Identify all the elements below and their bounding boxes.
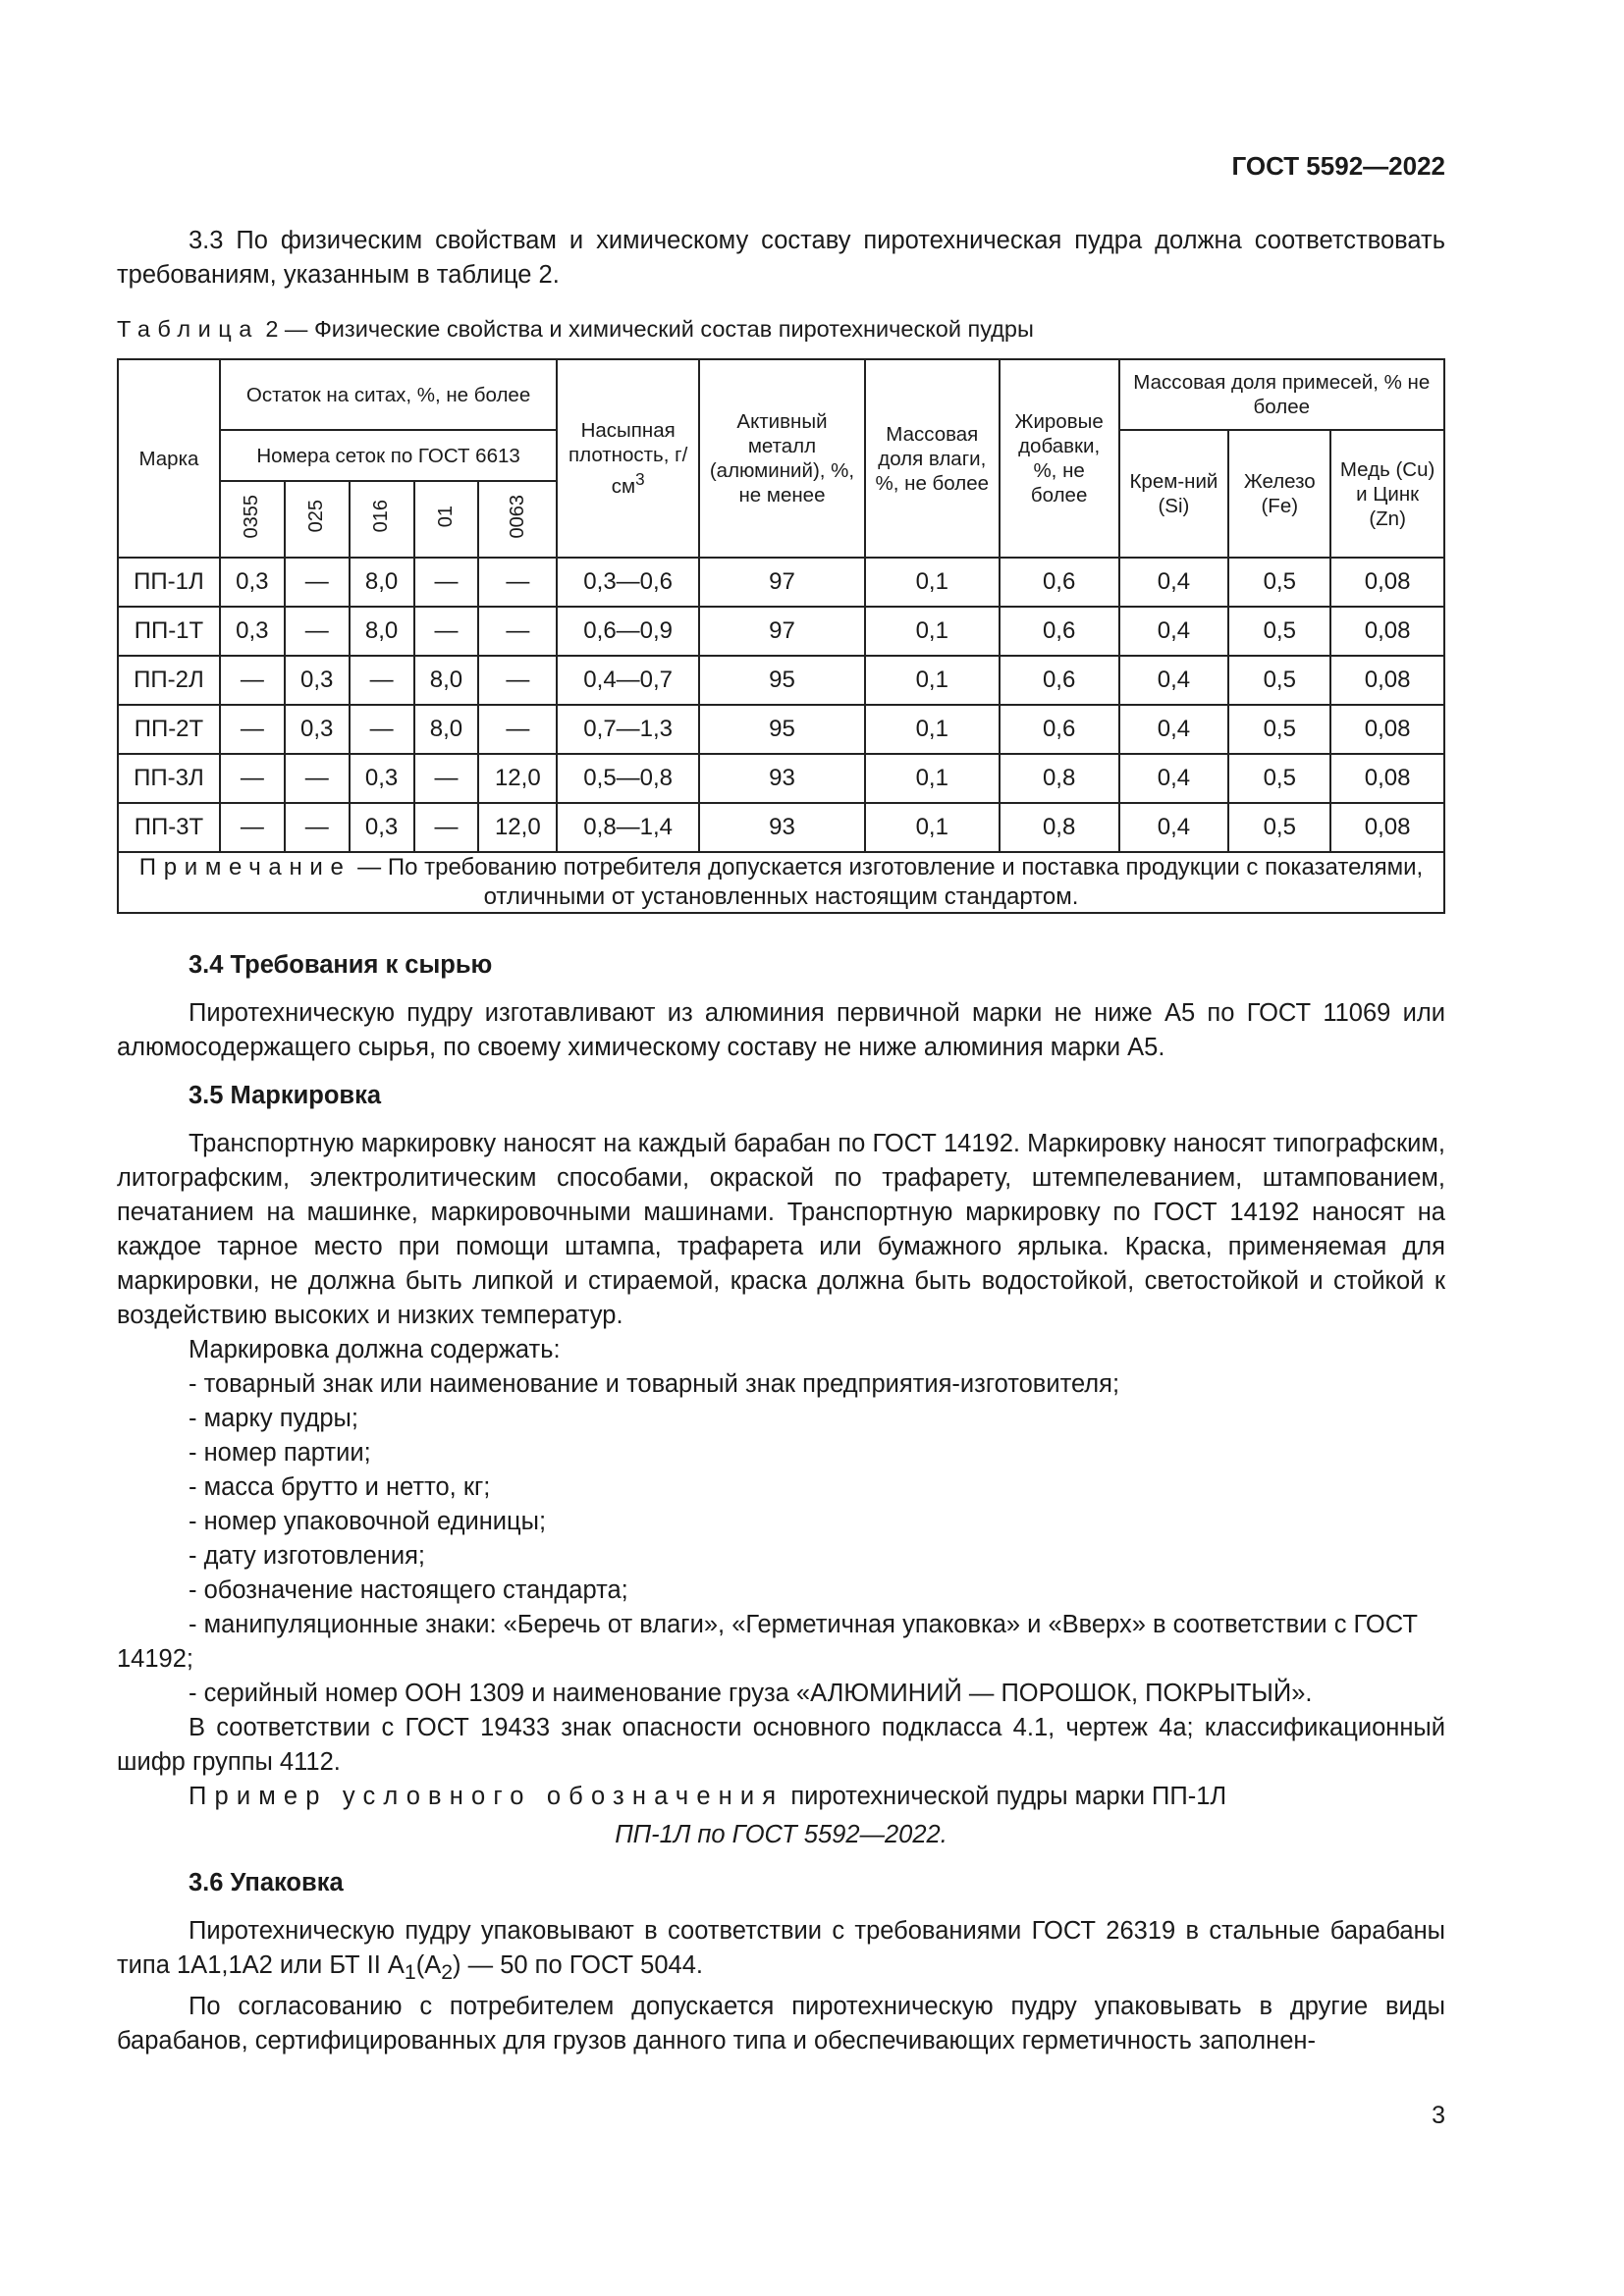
- header-fat: Жировые добавки, %, не более: [1000, 359, 1119, 558]
- table-cell: 0,1: [865, 607, 1000, 656]
- table-cell: 0,08: [1330, 656, 1444, 705]
- table-cell: 0,3: [350, 803, 414, 852]
- table-cell: 0,4: [1119, 705, 1229, 754]
- sieve-header: [414, 481, 479, 558]
- section-3-3-text: 3.3 По физическим свойствам и химическому составу пиротехническая пудра должна соответствовать требованиям, указанным в таблице 2.: [117, 227, 1445, 289]
- table-cell: 0,6—0,9: [557, 607, 699, 656]
- section-3-3: [117, 224, 1445, 293]
- table-cell: 0,6: [1000, 656, 1119, 705]
- row-marka: ПП-1Т: [118, 607, 220, 656]
- table-cell: 0,4: [1119, 558, 1229, 607]
- table-cell: 8,0: [414, 705, 479, 754]
- header-marka: Марка: [118, 359, 220, 558]
- sieve-header: [350, 481, 414, 558]
- table-cell: 0,3: [285, 705, 350, 754]
- table-row: [118, 558, 1444, 607]
- row-marka: ПП-2Т: [118, 705, 220, 754]
- table-cell: —: [478, 558, 557, 607]
- table-cell: 0,5: [1228, 803, 1330, 852]
- table-cell: 0,1: [865, 656, 1000, 705]
- p1-part-b: (А: [415, 1951, 442, 1979]
- table-cell: 0,1: [865, 754, 1000, 803]
- header-residue: Остаток на ситах, %, не более: [220, 359, 557, 430]
- table-row: [118, 705, 1444, 754]
- table-cell: 12,0: [478, 754, 557, 803]
- sieve-label: 025: [305, 500, 328, 533]
- example-line: [117, 1780, 1445, 1814]
- table-cell: 0,3: [285, 656, 350, 705]
- table-cell: 8,0: [414, 656, 479, 705]
- table-cell: —: [285, 558, 350, 607]
- marking-list-item: - обозначение настоящего стандарта;: [189, 1576, 628, 1604]
- section-3-6-p2: По согласованию с потребителем допускается пиротехническую пудру упаковывать в другие виды барабанов, сертифицированных для грузов данного типа и обеспечивающих герметичность заполнен-: [117, 1993, 1445, 2056]
- sieve-header: [285, 481, 350, 558]
- sieve-header: [220, 481, 285, 558]
- note-label: Примечание: [138, 854, 352, 881]
- table-cell: —: [414, 558, 479, 607]
- section-3-5-p1: Транспортную маркировку наносят на каждый барабан по ГОСТ 14192. Маркировку наносят типографским, литографским, электролитическим способами, окраской по трафарету, штемпелеванием, штампованием, печатанием на машинке, маркировочными машинами. Транспортную маркировку по ГОСТ 14192 наносят на каждое тарное место при помощи штампа, трафарета или бумажного ярлыка. Краска, применяемая для маркировки, не должна быть липкой и стираемой, краска должна быть водостойкой, светостойкой и стойкой к воздействию высоких и низких температур.: [117, 1130, 1445, 1329]
- table-cell: 0,5—0,8: [557, 754, 699, 803]
- table-cell: 0,4: [1119, 803, 1229, 852]
- section-3-5-title: 3.5 Маркировка: [189, 1082, 382, 1109]
- table-cell: 0,8—1,4: [557, 803, 699, 852]
- table-cell: 0,08: [1330, 607, 1444, 656]
- header-density-sup: 3: [635, 470, 645, 490]
- standard-number: ГОСТ 5592—2022: [1231, 151, 1445, 181]
- table-cell: 0,08: [1330, 754, 1444, 803]
- table-cell: 0,4—0,7: [557, 656, 699, 705]
- sieve-label: 016: [370, 500, 393, 533]
- table-2: [117, 358, 1445, 914]
- marking-list-item: - дату изготовления;: [189, 1542, 425, 1570]
- header-cu-zn: Медь (Cu) и Цинк (Zn): [1330, 430, 1444, 558]
- table-cell: 0,3—0,6: [557, 558, 699, 607]
- table-cell: —: [220, 705, 285, 754]
- table-cell: 97: [699, 607, 865, 656]
- sieve-label: 0355: [241, 494, 263, 539]
- table-body: [118, 558, 1444, 852]
- marking-list-item: - манипуляционные знаки: «Беречь от влаги», «Герметичная упаковка» и «Вверх» в соответствии с ГОСТ 14192;: [117, 1611, 1418, 1673]
- header-moisture: Массовая доля влаги, %, не более: [865, 359, 1000, 558]
- row-marka: ПП-3Л: [118, 754, 220, 803]
- table-2-caption: [117, 314, 1034, 344]
- table-cell: 0,08: [1330, 705, 1444, 754]
- table-cell: 93: [699, 803, 865, 852]
- table-row: [118, 754, 1444, 803]
- table-cell: 0,5: [1228, 656, 1330, 705]
- table-cell: —: [478, 705, 557, 754]
- header-fe: Железо (Fe): [1228, 430, 1330, 558]
- table-cell: —: [285, 803, 350, 852]
- example-text: пиротехнической пудры марки ПП-1Л: [784, 1783, 1227, 1810]
- section-3-6-title: 3.6 Упаковка: [189, 1869, 344, 1896]
- marking-list-item: - серийный номер ООН 1309 и наименование груза «АЛЮМИНИЙ — ПОРОШОК, ПОКРЫТЫЙ».: [189, 1680, 1313, 1707]
- header-density-text: Насыпная плотность, г/см: [568, 419, 688, 498]
- table-cell: —: [478, 607, 557, 656]
- table-cell: 0,08: [1330, 558, 1444, 607]
- p1-part-c: ) — 50 по ГОСТ 5044.: [453, 1951, 703, 1979]
- table-cell: 0,5: [1228, 705, 1330, 754]
- marking-list-item: - товарный знак или наименование и товарный знак предприятия-изготовителя;: [189, 1370, 1120, 1398]
- header-si: Крем-ний (Si): [1119, 430, 1229, 558]
- note-text: — По требованию потребителя допускается изготовление и поставка продукции с показателями, отличными от установленных настоящим стандартом.: [351, 854, 1424, 910]
- table-cell: 0,3: [350, 754, 414, 803]
- table-cell: —: [285, 754, 350, 803]
- table-cell: 0,6: [1000, 705, 1119, 754]
- row-marka: ПП-3Т: [118, 803, 220, 852]
- table-cell: 0,4: [1119, 607, 1229, 656]
- table-cell: —: [220, 803, 285, 852]
- table-cell: 0,8: [1000, 803, 1119, 852]
- table-cell: 0,1: [865, 705, 1000, 754]
- section-3-5-p2: Маркировка должна содержать:: [189, 1336, 561, 1363]
- table-cell: 0,7—1,3: [557, 705, 699, 754]
- table-cell: 93: [699, 754, 865, 803]
- table-cell: —: [285, 607, 350, 656]
- table-caption-label: Таблица: [117, 316, 259, 342]
- table-cell: 95: [699, 656, 865, 705]
- table-cell: 0,5: [1228, 754, 1330, 803]
- p1-sub-2: 2: [441, 1960, 454, 1985]
- table-cell: 97: [699, 558, 865, 607]
- page-number: 3: [1432, 2102, 1445, 2129]
- table-cell: —: [478, 656, 557, 705]
- table-cell: 0,4: [1119, 656, 1229, 705]
- table-cell: 8,0: [350, 558, 414, 607]
- sieve-label: 0063: [506, 494, 528, 539]
- marking-list-item: - масса брутто и нетто, кг;: [189, 1473, 491, 1501]
- table-row: [118, 607, 1444, 656]
- header-sieves: Номера сеток по ГОСТ 6613: [220, 430, 557, 481]
- p1-sub-1: 1: [404, 1960, 416, 1985]
- table-note: [118, 852, 1444, 913]
- table-row: [118, 656, 1444, 705]
- p1-part-a: Пиротехническую пудру упаковывают в соответствии с требованиями ГОСТ 26319 в стальные барабаны типа 1А1,1А2 или БТ II А: [117, 1917, 1445, 1979]
- section-3-4-text: Пиротехническую пудру изготавливают из алюминия первичной марки не ниже А5 по ГОСТ 11069 или алюмосодержащего сырья, по своему химическому составу не ниже алюминия марки А5.: [117, 999, 1445, 1061]
- header-impurities: Массовая доля примесей, % не более: [1119, 359, 1444, 430]
- marking-list: [117, 1367, 1445, 1711]
- table-caption-text: 2 — Физические свойства и химический состав пиротехнической пудры: [265, 316, 1034, 342]
- table-cell: 0,1: [865, 558, 1000, 607]
- sieve-header: [478, 481, 557, 558]
- table-row: [118, 803, 1444, 852]
- section-3-5-p3: В соответствии с ГОСТ 19433 знак опасности основного подкласса 4.1, чертеж 4а; классификационный шифр группы 4112.: [117, 1714, 1445, 1776]
- body-text: [117, 948, 1445, 2058]
- table-cell: 0,3: [220, 607, 285, 656]
- table-cell: —: [350, 656, 414, 705]
- row-marka: ПП-2Л: [118, 656, 220, 705]
- table-cell: —: [414, 803, 479, 852]
- example-code: ПП-1Л по ГОСТ 5592—2022.: [615, 1821, 947, 1848]
- table-cell: —: [414, 607, 479, 656]
- marking-list-item: - марку пудры;: [189, 1405, 358, 1432]
- table-cell: 12,0: [478, 803, 557, 852]
- table-cell: 0,4: [1119, 754, 1229, 803]
- section-3-6-p1: [117, 1914, 1445, 1990]
- marking-list-item: - номер упаковочной единицы;: [189, 1508, 547, 1535]
- table-cell: 0,3: [220, 558, 285, 607]
- header-active-metal: Активный металл (алюминий), %, не менее: [699, 359, 865, 558]
- table-cell: 0,5: [1228, 607, 1330, 656]
- table-cell: 95: [699, 705, 865, 754]
- table-cell: 8,0: [350, 607, 414, 656]
- table-cell: 0,1: [865, 803, 1000, 852]
- table-cell: —: [414, 754, 479, 803]
- table-cell: 0,6: [1000, 607, 1119, 656]
- table-cell: 0,8: [1000, 754, 1119, 803]
- table-cell: —: [220, 754, 285, 803]
- table-cell: 0,6: [1000, 558, 1119, 607]
- section-3-4-title: 3.4 Требования к сырью: [189, 951, 493, 979]
- table-cell: —: [350, 705, 414, 754]
- table-cell: 0,5: [1228, 558, 1330, 607]
- header-density: [557, 359, 699, 558]
- table-cell: —: [220, 656, 285, 705]
- sieve-label: 01: [434, 505, 457, 528]
- table-cell: 0,08: [1330, 803, 1444, 852]
- marking-list-item: - номер партии;: [189, 1439, 371, 1467]
- row-marka: ПП-1Л: [118, 558, 220, 607]
- example-label: Пример условного обозначения: [189, 1783, 785, 1810]
